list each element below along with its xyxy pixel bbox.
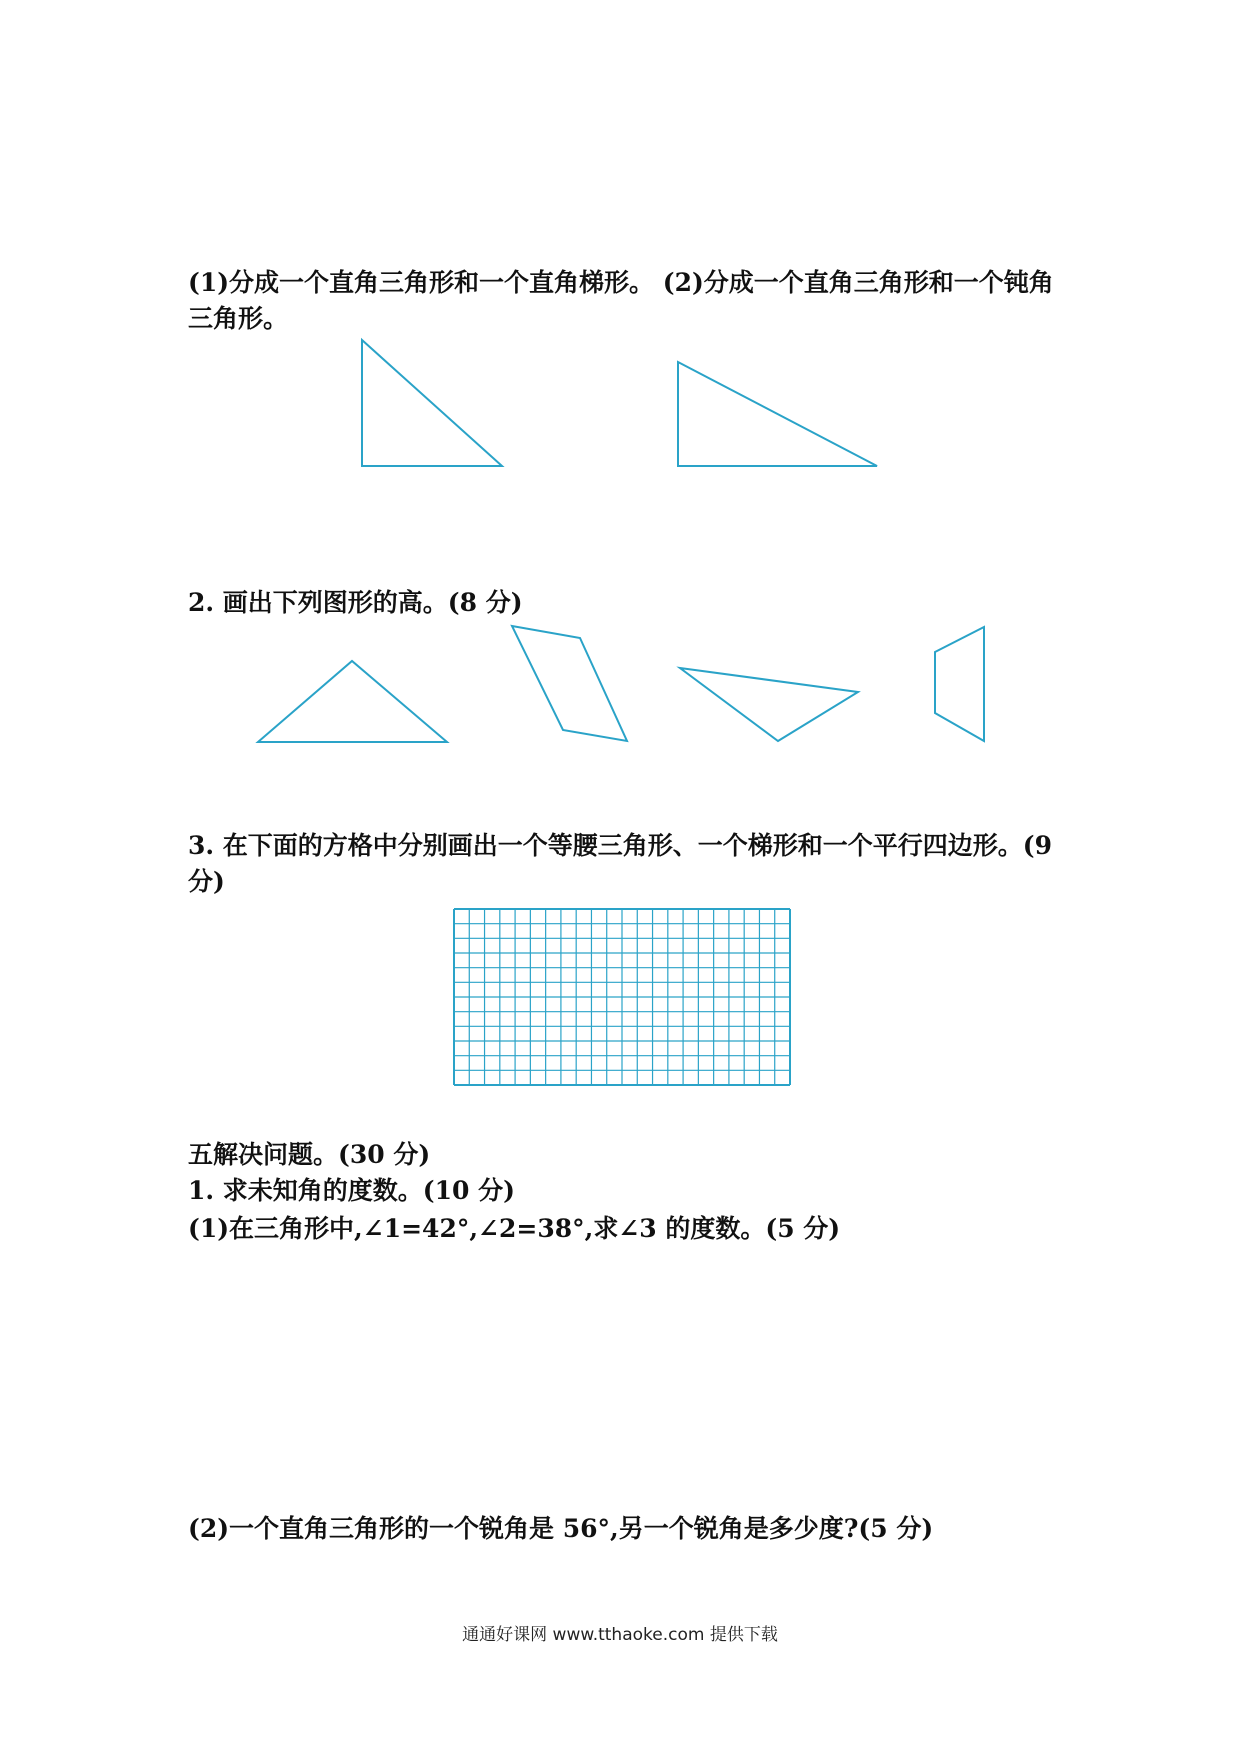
q1-line-1: (1)分成一个直角三角形和一个直角梯形。 (2)分成一个直角三角形和一个钝角	[188, 268, 1054, 297]
section-5-q1-part1: (1)在三角形中,∠1=42°,∠2=38°,求∠3 的度数。(5 分)	[188, 1214, 841, 1243]
section-5-q1-heading: 1. 求未知角的度数。(10 分)	[188, 1176, 515, 1205]
section-5-title: 五解决问题。(30 分)	[188, 1140, 431, 1169]
height-figures	[0, 600, 1240, 760]
parallelogram	[512, 626, 627, 741]
isosceles-triangle	[258, 661, 447, 742]
footer-credit: 通通好课网 www.tthaoke.com 提供下载	[462, 1625, 778, 1645]
q3-line-1: 3. 在下面的方格中分别画出一个等腰三角形、一个梯形和一个平行四边形。(9	[188, 831, 1053, 860]
q3-line-2: 分)	[188, 867, 225, 896]
q1-line-2: 三角形。	[188, 304, 289, 333]
section-5-q1-part2: (2)一个直角三角形的一个锐角是 56°,另一个锐角是多少度?(5 分)	[188, 1514, 934, 1543]
trapezoid	[935, 627, 984, 741]
drawing-grid[interactable]	[453, 908, 791, 1086]
obtuse-triangle	[680, 668, 858, 741]
q2-heading: 2. 画出下列图形的高。(8 分)	[188, 588, 523, 617]
obtuse-triangle-figure-2	[0, 0, 1240, 500]
